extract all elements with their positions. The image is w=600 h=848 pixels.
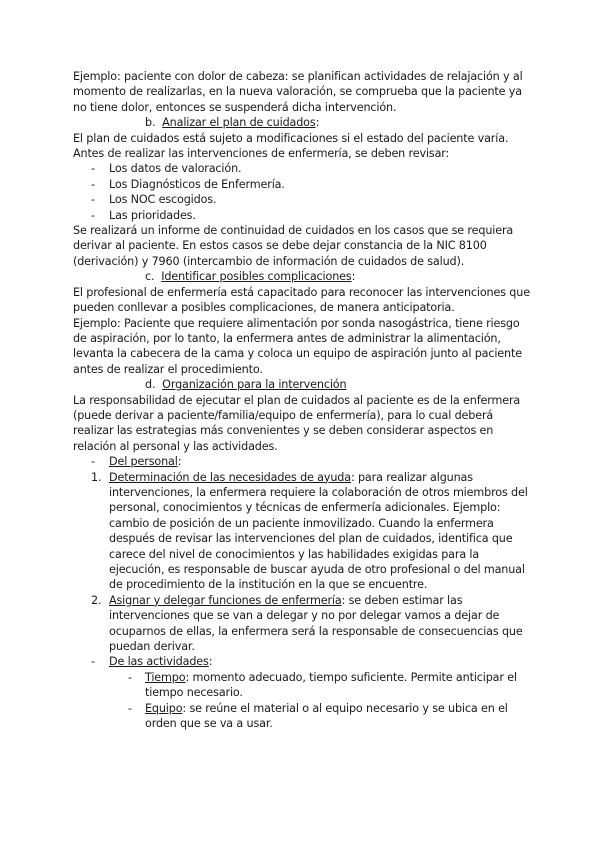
list-item: - Las prioridades. <box>73 208 533 223</box>
document-page <box>73 69 533 731</box>
personal-numbered-list <box>73 470 533 655</box>
section-b-suffix: : <box>315 116 320 130</box>
actividades-list <box>73 654 533 669</box>
item-title: Equipo <box>145 701 183 715</box>
list-item: - Los Diagnósticos de Enfermería. <box>73 177 533 192</box>
section-c-title: Identificar posibles complicaciones <box>161 270 352 284</box>
item-title: Determinación de las necesidades de ayuda <box>109 470 351 484</box>
personal-suffix: : <box>177 455 182 469</box>
section-b-title: Analizar el plan de cuidados <box>162 116 316 130</box>
item-text: : se reúne el material o al equipo necesario y se ubica en el orden que se va a usar. <box>145 701 508 731</box>
actividades-title: De las actividades <box>109 655 209 669</box>
list-item <box>73 593 533 655</box>
section-c-heading <box>73 269 533 284</box>
list-item <box>73 701 533 732</box>
section-c-paragraph-2: Ejemplo: Paciente que requiere alimentación por sonda nasogástrica, tiene riesgo de aspiración, por lo tanto, la enfermera antes de administrar la alimentación, levanta la cabecera de la cama y coloca un equipo de aspiración junto al paciente antes de realizar el procedimiento. <box>73 316 522 376</box>
item-title: Asignar y delegar funciones de enfermería <box>109 593 342 607</box>
actividades-suffix: : <box>208 655 213 669</box>
section-c-paragraph-1: El profesional de enfermería está capacitado para reconocer las intervenciones que pueden conllevar a posibles complicaciones, de manera anticipatoria. <box>73 285 530 315</box>
item-text: : para realizar algunas intervenciones, la enfermera requiere la colaboración de otros miembros del personal, conocimientos y técnicas de enfermería adicionales. Ejemplo: cambio de posición de un paciente inmovilizado. Cuando la enfermera después de revisar las intervenciones del plan de cuidados, identifica que carece del nivel de conocimientos y las habilidades exigidas para la ejecución, es responsable de buscar ayuda de otro profesional o del manual de procedimiento de la institución en la que se encuentre. <box>109 470 528 592</box>
personal-title: Del personal <box>109 455 178 469</box>
item-text: : momento adecuado, tiempo suficiente. Permite anticipar el tiempo necesario. <box>145 670 517 700</box>
list-item <box>73 670 533 701</box>
item-number: 1. <box>91 470 102 484</box>
personal-list <box>73 454 533 469</box>
list-item: - Los datos de valoración. <box>73 161 533 176</box>
item-title: Tiempo <box>145 670 186 684</box>
list-item: - Los NOC escogidos. <box>73 192 533 207</box>
actividades-sublist <box>73 670 533 732</box>
intro-example: Ejemplo: paciente con dolor de cabeza: se planifican actividades de relajación y al momento de realizarlas, en la nueva valoración, se comprueba que la paciente ya no tiene dolor, entonces se suspenderá dicha intervención. <box>73 70 523 114</box>
section-d-heading <box>73 377 533 392</box>
item-text: : se deben estimar las intervenciones que se van a delegar y no por delegar vamos a dejar de ocuparnos de ellas, la enfermera será la responsable de consecuencias que puedan derivar. <box>109 593 523 654</box>
list-item <box>73 654 533 669</box>
list-item <box>73 470 533 593</box>
section-b-paragraph-2: Se realizará un informe de continuidad de cuidados en los casos que se requiera derivar al paciente. En estos casos se debe dejar constancia de la NIC 8100 (derivación) y 7960 (intercambio de información de cuidados de salud). <box>73 224 514 268</box>
section-b-letter: b. <box>145 116 156 130</box>
section-d-paragraph-1: La responsabilidad de ejecutar el plan de cuidados al paciente es de la enfermera (puede derivar a paciente/familia/equipo de enfermería), para lo cual deberá realizar las estrategias más convenientes y se deben considerar aspectos en relación al personal y las actividades. <box>73 393 521 453</box>
section-c-suffix: : <box>351 270 356 284</box>
item-number: 2. <box>91 593 102 607</box>
section-d-letter: d. <box>145 378 156 392</box>
section-b-paragraph-1: El plan de cuidados está sujeto a modificaciones si el estado del paciente varía. Antes de realizar las intervenciones de enfermería, se deben revisar: <box>73 131 509 161</box>
review-list <box>73 161 533 223</box>
section-c-letter: c. <box>145 270 155 284</box>
section-d-title: Organización para la intervención <box>162 378 347 392</box>
list-item <box>73 454 533 469</box>
section-b-heading <box>73 115 533 130</box>
